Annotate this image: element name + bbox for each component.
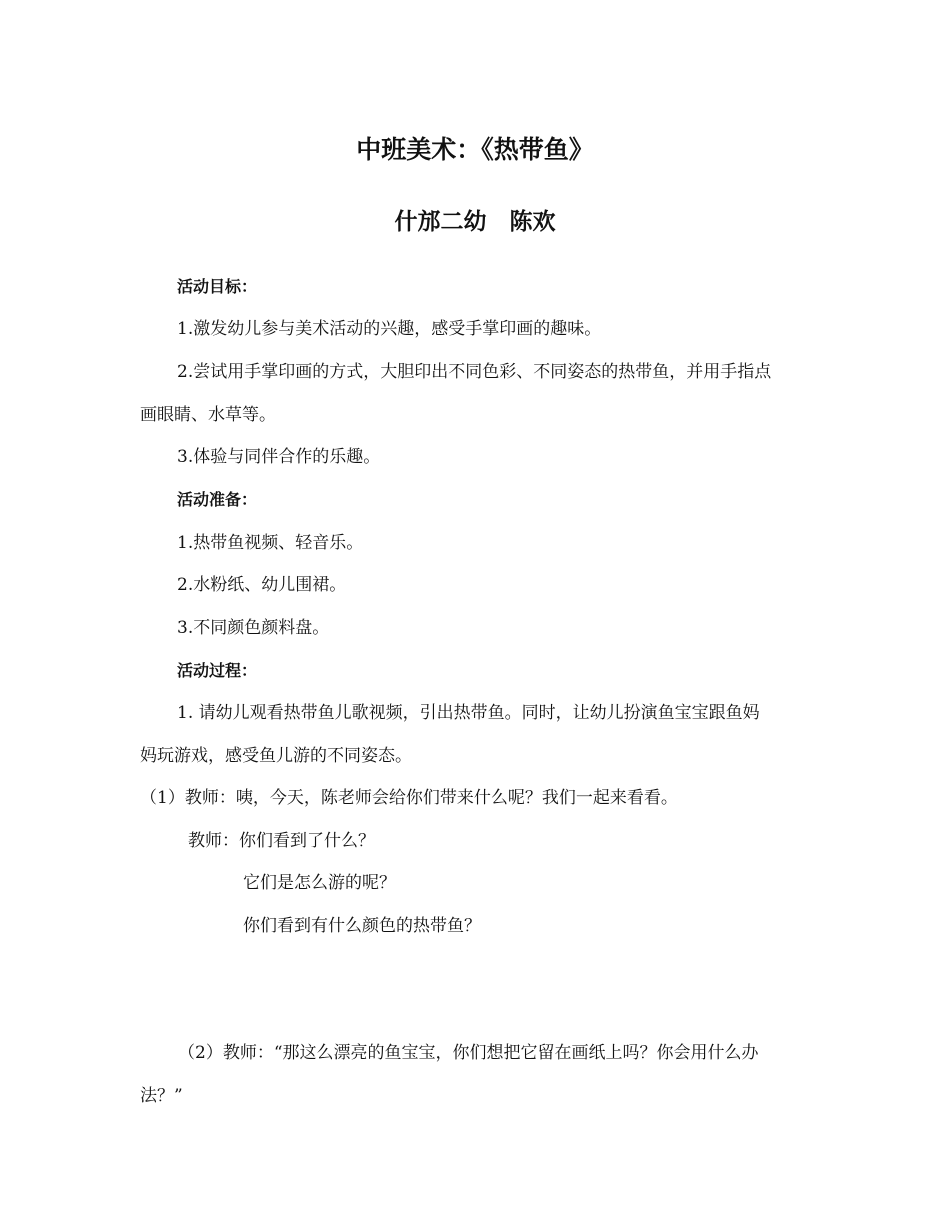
document-author: 什邡二幼 陈欢 <box>394 209 556 235</box>
prep-item-2: 2.水粉纸、幼儿围裙。 <box>177 575 347 595</box>
process-sub-1: （1）教师：咦，今天，陈老师会给你们带来什么呢？我们一起来看看。 <box>140 788 678 808</box>
process-sub-2-cont: 法？” <box>140 1086 183 1106</box>
goal-item-1: 1.激发幼儿参与美术活动的兴趣，感受手掌印画的趣味。 <box>177 319 602 339</box>
teacher-question-1: 教师：你们看到了什么？ <box>188 831 375 851</box>
teacher-question-2: 它们是怎么游的呢？ <box>243 873 396 893</box>
prep-item-3: 3.不同颜色颜料盘。 <box>177 618 330 638</box>
prep-item-1: 1.热带鱼视频、轻音乐。 <box>177 533 364 553</box>
document-title: 中班美术：《热带鱼》 <box>356 135 594 164</box>
goal-item-2: 2.尝试用手掌印画的方式，大胆印出不同色彩、不同姿态的热带鱼，并用手指点 <box>177 362 772 382</box>
process-sub-2: （2）教师：“那这么漂亮的鱼宝宝，你们想把它留在画纸上吗？你会用什么办 <box>178 1043 759 1063</box>
goal-item-2-cont: 画眼睛、水草等。 <box>140 405 276 425</box>
process-step-1: 1. 请幼儿观看热带鱼儿歌视频，引出热带鱼。同时，让幼儿扮演鱼宝宝跟鱼妈 <box>177 703 760 723</box>
process-step-1-cont: 妈玩游戏，感受鱼儿游的不同姿态。 <box>140 746 412 766</box>
teacher-question-3: 你们看到有什么颜色的热带鱼？ <box>243 916 481 936</box>
goals-heading: 活动目标： <box>177 277 258 296</box>
process-heading: 活动过程： <box>177 661 258 680</box>
goal-item-3: 3.体验与同伴合作的乐趣。 <box>177 447 381 467</box>
prep-heading: 活动准备： <box>177 490 258 509</box>
